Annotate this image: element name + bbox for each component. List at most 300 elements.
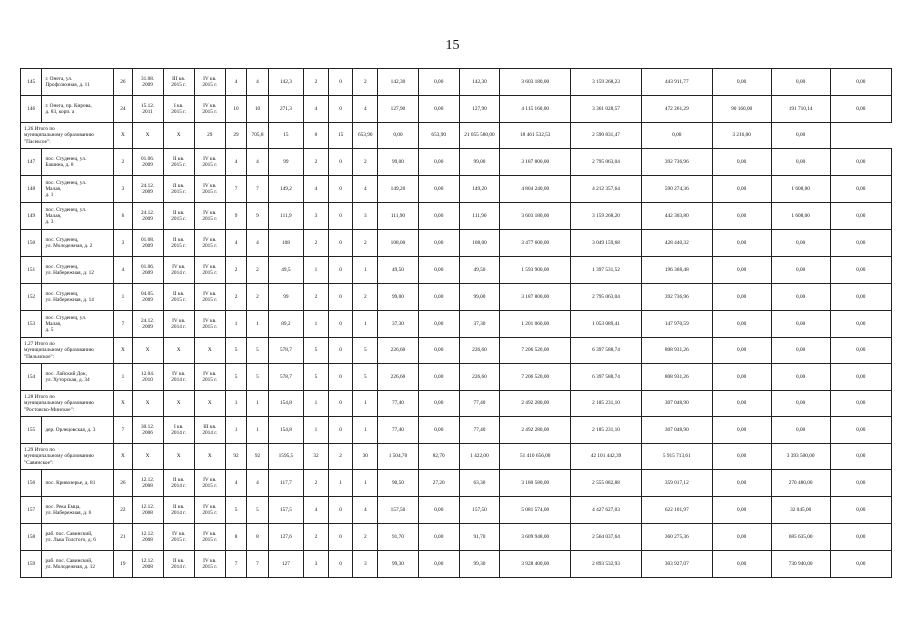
table-cell: 360 275,36 [641,524,712,551]
table-cell: 0,00 [830,203,891,230]
table-cell: 10 [225,96,246,123]
table-cell: 0,00 [712,69,771,96]
table-cell: II кв. 2015 г. [163,176,194,203]
table-cell: 0 [328,311,353,338]
table-cell: 359 017,12 [641,470,712,497]
table-cell: 4 [304,176,329,203]
table-cell: 472 261,29 [641,96,712,123]
table-cell: 1 422,00 [459,444,500,470]
table-cell: 2 [353,524,378,551]
table-cell: 157,5 [268,497,303,524]
table-cell: 0,00 [771,123,830,149]
table-cell: пос. Река Емца, ул. Набережная, д. 6 [42,497,114,524]
table-row [21,230,892,257]
table-cell: 1 201 060,00 [500,311,571,338]
table-cell: 2 [225,284,246,311]
table-cell: 0 [328,230,353,257]
table-cell: дер. Орлецовская, д. 3 [42,417,114,444]
table-cell: 63,30 [459,470,500,497]
table-cell: 24.12. 2009 [132,176,163,203]
table-cell: 3 187 800,00 [500,284,571,311]
table-cell: 4 [353,176,378,203]
table-cell: 5 [353,364,378,391]
table-cell: II кв. 2015 г. [163,284,194,311]
table-cell: 91,70 [459,524,500,551]
table-cell: 21 [114,524,132,551]
table-cell: 156 [21,470,42,497]
table-cell: IV кв. 2014 г. [163,311,194,338]
table-cell: 24.12. 2009 [132,311,163,338]
table-cell: 1 397 531,52 [571,257,642,284]
table-cell: 2 795 063,04 [571,149,642,176]
table-cell: 0,00 [712,417,771,444]
table-cell: 99 [268,149,303,176]
table-cell: 1 [304,391,329,417]
table-cell: 142,30 [378,69,419,96]
table-cell: 1 [304,417,329,444]
table-cell: 428 440,32 [641,230,712,257]
table-cell: 6 [114,203,132,230]
table-cell: 3 [353,551,378,578]
table-cell: 5 [225,338,246,364]
table-cell: 1 [353,311,378,338]
table-cell: X [132,444,163,470]
table-cell: 4 804 240,00 [500,176,571,203]
table-cell: 0,00 [771,338,830,364]
table-cell: 22 [114,497,132,524]
table-cell: 92 [225,444,246,470]
table-cell: 271,3 [268,96,303,123]
table-cell: 7 206 520,00 [500,364,571,391]
table-cell: 0,00 [418,203,459,230]
table-cell: 26 [114,470,132,497]
table-cell: 4 [225,470,246,497]
table-cell: 0,00 [830,311,891,338]
table-cell: 1 504,70 [378,444,419,470]
table-row [21,176,892,203]
table-cell: 0,00 [771,391,830,417]
table-cell: 91,70 [378,524,419,551]
table-cell: IV кв. 2014 г. [163,257,194,284]
table-cell: пос. Студенец, ул. Малая, д. 3 [42,203,114,230]
table-cell: 0,00 [418,497,459,524]
table-cell: 1.29 Итого по муниципальному образованию "Савинское": [21,444,114,470]
table-cell: 0,00 [830,96,891,123]
table-cell: 49,50 [378,257,419,284]
table-cell: I кв. 2015 г. [163,96,194,123]
table-cell: 4 [225,149,246,176]
table-cell: 147 970,59 [641,311,712,338]
table-cell: X [194,338,225,364]
table-cell: 0,00 [830,470,891,497]
table-cell: 90,50 [378,470,419,497]
table-row [21,551,892,578]
table-cell: IV кв. 2015 г. [194,364,225,391]
table-cell: IV кв. 2015 г. [194,69,225,96]
table-cell: 0,00 [830,444,891,470]
table-cell: 5 [225,364,246,391]
table-cell: 157,50 [378,497,419,524]
table-row [21,149,892,176]
table-cell: 0,00 [771,311,830,338]
table-cell: 392 736,96 [641,284,712,311]
table-cell: 0,00 [771,149,830,176]
table-cell: 0 [328,96,353,123]
table-cell: IV кв. 2015 г. [194,524,225,551]
table-cell: 808 931,26 [641,364,712,391]
table-cell: 19 [114,551,132,578]
table-cell: 0,00 [712,311,771,338]
table-cell: 0,00 [771,257,830,284]
table-cell: 152 [21,284,42,311]
table-cell: 6 397 588,74 [571,338,642,364]
table-cell: 0,00 [418,364,459,391]
table-cell: 1 [247,391,268,417]
table-cell: 1 [225,417,246,444]
table-cell: 1.28 Итого по муниципальному образованию "Ростовско-Минское": [21,391,114,417]
table-cell: 4 [304,96,329,123]
table-cell: 151 [21,257,42,284]
table-cell: 1 [247,417,268,444]
table-cell: 0,00 [712,203,771,230]
table-cell: 0 [328,391,353,417]
table-cell: 5 915 713,61 [641,444,712,470]
table-cell: 149,2 [268,176,303,203]
table-cell: 1 [353,470,378,497]
table-cell: III кв. 2014 г. [194,417,225,444]
table-cell: 2 [225,257,246,284]
table-cell: 147 [21,149,42,176]
table-row [21,257,892,284]
table-row [21,497,892,524]
table-cell: 0 [328,524,353,551]
table-cell: 2 [304,230,329,257]
table-cell: IV кв. 2015 г. [194,470,225,497]
table-cell: 108,00 [378,230,419,257]
table-cell: 3 159 268,20 [571,203,642,230]
table-cell: 2 [353,284,378,311]
table-cell: 21 055 580,00 [459,123,500,149]
table-cell: 89,2 [268,311,303,338]
table-cell: 32 [304,444,329,470]
table-cell: X [163,338,194,364]
table-cell: 127,90 [378,96,419,123]
table-cell: 2 [353,149,378,176]
table-cell: 2 564 037,64 [571,524,642,551]
table-cell: 5 [225,497,246,524]
table-cell: 149 [21,203,42,230]
table-cell: 0,00 [712,391,771,417]
table-cell: пос. Лайский Док, ул. Хуторская, д. 34 [42,364,114,391]
table-cell: IV кв. 2015 г. [194,497,225,524]
table-cell: 0,00 [418,69,459,96]
table-cell: 0,00 [771,230,830,257]
table-cell: 443 911,77 [641,69,712,96]
table-cell: 154 [21,364,42,391]
table-cell: 0,00 [712,524,771,551]
table-cell: 108,00 [459,230,500,257]
table-cell: 0,00 [712,338,771,364]
table-cell: 99,00 [459,284,500,311]
table-cell: 705,8 [247,123,268,149]
table-cell: 578,7 [268,364,303,391]
table-cell: 8 [225,524,246,551]
table-cell: 2 [353,230,378,257]
table-cell: 15.12. 2011 [132,96,163,123]
table-cell: 1 [114,364,132,391]
table-cell: 1 [353,257,378,284]
table-cell: 0,00 [830,524,891,551]
table-cell: 12.12. 2008 [132,470,163,497]
table-cell: 150 [21,230,42,257]
table-cell: 0,00 [830,284,891,311]
table-cell: 2 [304,284,329,311]
table-cell: 117,7 [268,470,303,497]
table-cell: 3 603 180,00 [500,69,571,96]
table-cell: 99,00 [378,284,419,311]
table-cell: X [114,123,132,149]
table-cell: 590 274,36 [641,176,712,203]
table-cell: X [114,444,132,470]
table-cell: 0,00 [418,257,459,284]
table-cell: 0,00 [712,230,771,257]
table-cell: 82,70 [418,444,459,470]
table-cell: 51 410 656,00 [500,444,571,470]
table-cell: 0,00 [418,96,459,123]
table-cell: 3 603 180,00 [500,203,571,230]
table-cell: 149,20 [378,176,419,203]
table-cell: 0 [328,176,353,203]
table-cell: 0,00 [712,470,771,497]
table-cell: 99,00 [459,149,500,176]
table-cell: 3 159 268,23 [571,69,642,96]
table-cell: X [163,444,194,470]
table-cell: 0,00 [830,257,891,284]
table-cell: 127,6 [268,524,303,551]
table-cell: 2 [304,69,329,96]
table-cell: 26 [114,69,132,96]
table-cell: 0 [328,338,353,364]
table-row [21,417,892,444]
table-cell: 15 [328,123,353,149]
table-cell: 0,00 [418,338,459,364]
table-row [21,470,892,497]
table-cell: 4 [247,69,268,96]
table-cell: 0 [304,123,329,149]
table-cell: 0,00 [830,176,891,203]
table-cell: X [132,123,163,149]
table-cell: 157,50 [459,497,500,524]
table-cell: 3 928 400,00 [500,551,571,578]
table-cell: 37,30 [459,311,500,338]
table-cell: IV кв. 2015 г. [163,524,194,551]
table-cell: 0,00 [418,230,459,257]
table-cell: 9 [225,203,246,230]
table-cell: 808 931,26 [641,338,712,364]
table-cell: 01.06. 2009 [132,149,163,176]
table-cell: 622 101,97 [641,497,712,524]
table-cell: 0,00 [418,524,459,551]
table-cell: 0 [328,284,353,311]
table-cell: 2 492 280,00 [500,417,571,444]
table-cell: 7 [114,417,132,444]
table-cell: 2 795 063,04 [571,284,642,311]
table-cell: 1 608,00 [771,203,830,230]
table-cell: 92 [247,444,268,470]
table-cell: 12.04. 2010 [132,364,163,391]
table-cell: 111,90 [459,203,500,230]
table-cell: X [114,338,132,364]
table-cell: 0,00 [418,176,459,203]
table-cell: пос. Студенец, ул. Малая, д. 5 [42,311,114,338]
table-cell: 0,00 [830,338,891,364]
subtotal-row [21,338,892,364]
subtotal-row [21,123,892,149]
table-cell: 0,00 [830,69,891,96]
table-cell: 5 [304,364,329,391]
table-cell: 2 185 231,10 [571,417,642,444]
table-cell: IV кв. 2015 г. [194,257,225,284]
table-cell: пос. Студенец, ул. Набережная, д. 12 [42,257,114,284]
table-cell: 0,00 [418,149,459,176]
table-cell: 0,00 [830,551,891,578]
table-row [21,69,892,96]
table-cell: 18 461 532,53 [500,123,571,149]
table-cell: 0,00 [830,417,891,444]
table-cell: X [163,391,194,417]
table-cell: 146 [21,96,42,123]
table-cell: 10 [247,96,268,123]
table-cell: 15 [268,123,303,149]
table-cell: 142,3 [268,69,303,96]
table-cell: 127,90 [459,96,500,123]
table-cell: 2 492 280,00 [500,391,571,417]
table-cell: 2 893 532,93 [571,551,642,578]
table-cell: X [194,444,225,470]
table-cell: 1 [328,470,353,497]
table-cell: 77,40 [378,391,419,417]
table-cell: 0 [328,69,353,96]
table-cell: 1 [304,311,329,338]
table-cell: 1.26 Итого по муниципальному образованию "Пасексое": [21,123,114,149]
table-cell: 0,00 [712,497,771,524]
table-cell: 0,00 [830,497,891,524]
table-cell: 0 [328,203,353,230]
table-row [21,203,892,230]
table-cell: 307 048,90 [641,417,712,444]
table-cell: 12.12. 2008 [132,497,163,524]
table-cell: 108 [268,230,303,257]
table-cell: 5 [304,338,329,364]
table-cell: 4 212 357,64 [571,176,642,203]
table-cell: 0,00 [771,364,830,391]
table-cell: 2 [247,284,268,311]
table-cell: 01.06. 2009 [132,257,163,284]
table-cell: 37,30 [378,311,419,338]
table-cell: 32 045,00 [771,497,830,524]
table-cell: 0 [328,257,353,284]
housing-register-table [20,68,892,578]
table-cell: 0 [328,149,353,176]
table-cell: 3 180 580,00 [500,470,571,497]
table-cell: пос. Студенец, ул. Малая, д. 1 [42,176,114,203]
table-cell: X [132,391,163,417]
table-cell: 0 [328,417,353,444]
table-cell: IV кв. 2014 г. [163,364,194,391]
table-cell: 3 187 800,00 [500,149,571,176]
table-cell: 0,00 [712,551,771,578]
table-cell: III кв. 2015 г. [163,69,194,96]
table-cell: 1 [225,391,246,417]
table-cell: 0,00 [712,149,771,176]
table-cell: 578,7 [268,338,303,364]
table-cell: II кв. 2014 г. [163,497,194,524]
table-cell: 4 [353,497,378,524]
table-cell: IV кв. 2015 г. [194,96,225,123]
table-cell: 77,40 [459,391,500,417]
table-cell: 99 [268,284,303,311]
table-cell: 0,00 [712,284,771,311]
table-cell: 30 [353,444,378,470]
table-cell: 4 [353,96,378,123]
table-cell: 0 [328,497,353,524]
table-cell: 653,90 [353,123,378,149]
table-cell: 24 [114,96,132,123]
table-row [21,96,892,123]
table-cell: раб. пос. Савинский, ул. Льва Толстого, д. 6 [42,524,114,551]
table-cell: пос. Студенец, ул. Молодежная, д. 2 [42,230,114,257]
table-cell: 49,5 [268,257,303,284]
table-cell: 2 [304,524,329,551]
table-cell: 5 [247,497,268,524]
table-cell: 3 [304,551,329,578]
table-cell: 0,00 [418,417,459,444]
table-cell: 0,00 [712,364,771,391]
table-cell: 24.12. 2009 [132,203,163,230]
table-cell: 0,00 [771,417,830,444]
table-cell: 30.12. 2006 [132,417,163,444]
table-cell: 3 049 159,68 [571,230,642,257]
table-cell: II кв. 2014 г. [163,470,194,497]
table-cell: 4 [247,149,268,176]
table-cell: 4 [114,257,132,284]
table-cell: 1 [114,284,132,311]
table-cell: 2 590 831,47 [571,123,642,149]
table-cell: 0,00 [641,123,712,149]
table-cell: 4 [225,69,246,96]
table-cell: 7 [247,551,268,578]
table-cell: 5 [247,338,268,364]
table-cell: 392 736,96 [641,149,712,176]
table-cell: 158 [21,524,42,551]
table-cell: 04.05. 2009 [132,284,163,311]
table-cell: IV кв. 2015 г. [194,203,225,230]
table-cell: 653,90 [418,123,459,149]
table-cell: X [194,391,225,417]
table-cell: 42 101 442,39 [571,444,642,470]
table-cell: 7 [225,176,246,203]
table-cell: 7 [114,311,132,338]
table-cell: 5 081 574,00 [500,497,571,524]
table-cell: 1 [353,391,378,417]
table-cell: 153 [21,311,42,338]
table-cell: 226,60 [459,338,500,364]
table-cell: 0 [328,364,353,391]
table-cell: 730 940,00 [771,551,830,578]
table-cell: 77,40 [378,417,419,444]
table-cell: 12.12. 2008 [132,524,163,551]
table-cell: 1 [304,257,329,284]
